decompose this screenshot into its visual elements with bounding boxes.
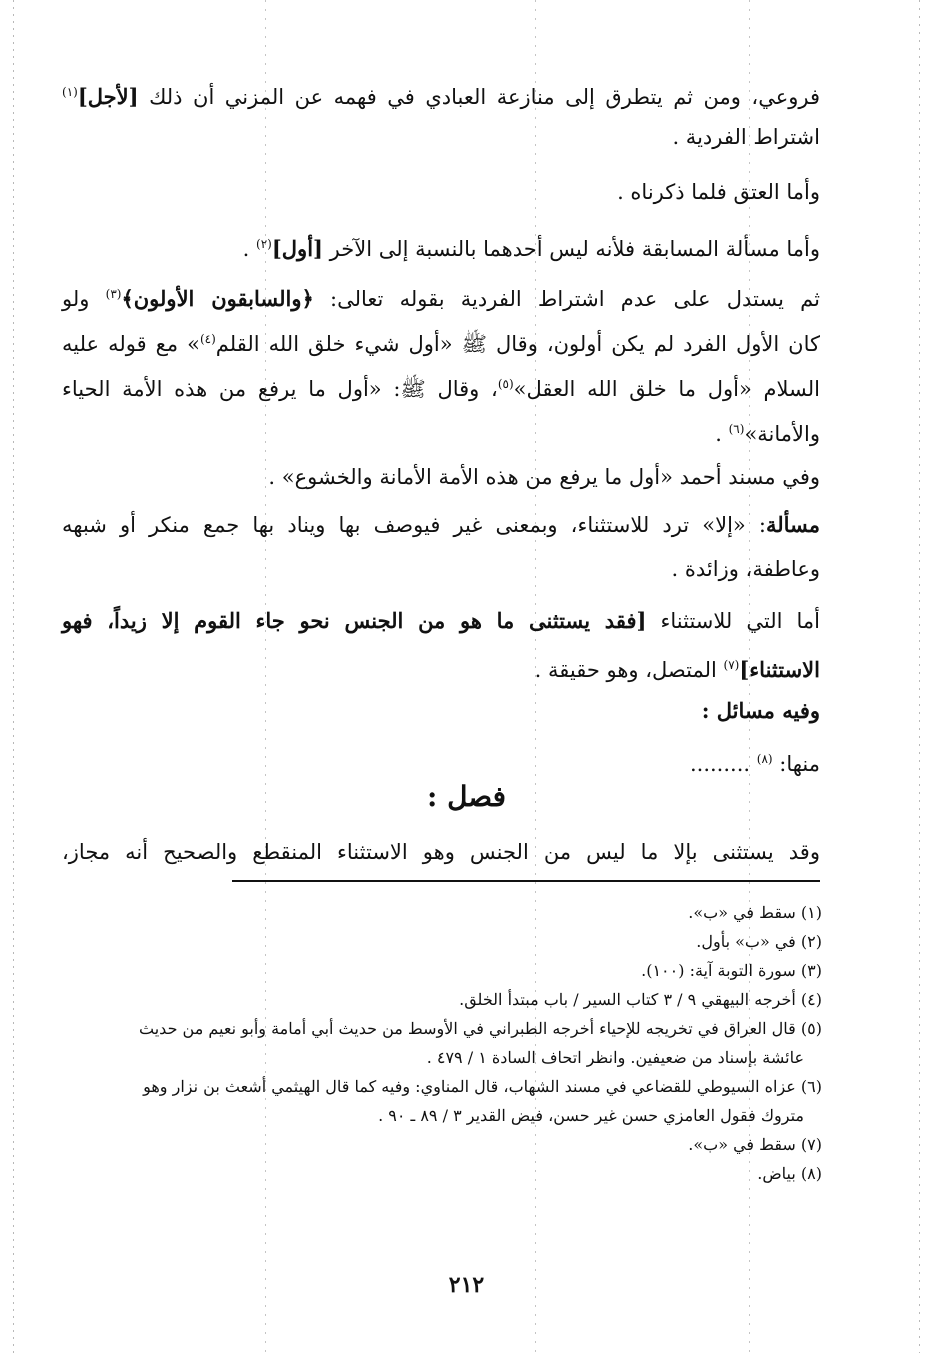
p6-line: مسألة: «إلا» ترد للاستثناء، وبمعنى غير فيوصف بها ويناد بها جمع منكر أو شبهه <box>62 512 820 537</box>
paragraph-8 <box>62 688 820 733</box>
bold-text: [أول] <box>271 236 323 261</box>
p4-line: كان الأول الفرد لم يكن أولون، وقال ﷺ «أول شيء خلق الله القلم$^{(٤)}$» مع قوله عليه <box>62 332 820 356</box>
bold-text: ﴿والسابقون الأولون﴾ <box>121 286 314 311</box>
footnote-line: (٣) سورة التوبة آية: (١٠٠). <box>641 961 822 980</box>
footnote-line: عائشة بإسناد من ضعيفين. وانظر اتحاف السادة ١ / ٤٧٩ . <box>426 1048 804 1067</box>
paragraph-5 <box>62 455 820 500</box>
bold-text: وفيه مسائل : <box>701 698 820 723</box>
footnote-marker: (٥) <box>497 377 514 391</box>
footnote-line: (٤) أخرجه البيهقي ٩ / ٣ كتاب السير / باب مبتدأ الخلق. <box>459 990 822 1009</box>
page-number: ٢١٢ <box>448 1272 485 1298</box>
footnote-divider <box>232 880 820 882</box>
bold-text: [لأجل] <box>77 84 139 109</box>
footnote-line: (١) سقط في «ب». <box>688 903 822 922</box>
footnote-line: متروك فقول العامزي حسن غير حسن، فيض القدير ٣ / ٨٩ ـ ٩٠ . <box>378 1106 804 1125</box>
p4-line: ثم يستدل على عدم اشتراط الفردية بقوله تعالى: ﴿والسابقون الأولون﴾$^{(٣)}$ ولو <box>62 286 820 311</box>
paragraph-2 <box>62 170 820 215</box>
footnote-marker: (١) <box>62 85 78 99</box>
paragraph-after-heading-line: وقد يستثنى بإلا ما ليس من الجنس وهو الاستثناء المنقطع والصحيح أنه مجاز، <box>62 840 820 864</box>
footnote-marker: (٨) <box>756 752 773 766</box>
footnote-marker: (٢) <box>256 237 272 251</box>
section-heading: فصل : <box>427 780 506 813</box>
footnote-line: (٦) عزاه السيوطي للقضاعي في مسند الشهاب، قال المناوي: وفيه كما قال الهيثمي أشعث بن نزار وهو <box>143 1077 822 1096</box>
paragraph-3 <box>62 222 820 267</box>
p5-line: وفي مسند أحمد «أول ما يرفع من هذه الأمة الأمانة والخشوع» . <box>268 465 820 489</box>
paragraph-after-heading <box>62 830 820 875</box>
bold-text: الاستثناء] <box>739 657 820 682</box>
footnote-marker: (٦) <box>728 422 745 436</box>
footnote-line: (٥) قال العراق في تخريجه للإحياء أخرجه الطبراني في الأوسط من حديث أبي أمامة وأبو نعيم من حديث <box>139 1019 822 1038</box>
p6-line: وعاطفة، وزائدة . <box>671 557 820 581</box>
footnote-line: (٧) سقط في «ب». <box>688 1135 822 1154</box>
footnotes <box>76 898 822 1188</box>
p4-line: السلام «أول ما خلق الله العقل»$^{(٥)}$، وقال ﷺ: «أول ما يرفع من هذه الأمة الحياء <box>62 377 821 401</box>
footnote-line: (٨) بياض. <box>757 1164 822 1183</box>
paragraph-7 <box>62 598 820 688</box>
p3-line: وأما مسألة المسابقة فلأنه ليس أحدهما بالنسبة إلى الآخر [أول]$^{(٢)}$ . <box>242 236 820 261</box>
paragraph-6 <box>62 502 820 592</box>
p7-line: الاستثناء]$^{(٧)}$ المتصل، وهو حقيقة . <box>534 657 820 682</box>
p1-line: فروعي، ومن ثم يتطرق إلى منازعة العبادي في فهمه عن المزني أن ذلك [لأجل]$^{(١)}$ <box>62 84 820 109</box>
bold-text: مسألة <box>765 512 820 537</box>
footnote-marker: (٧) <box>723 658 740 672</box>
paragraph-9 <box>62 737 820 782</box>
p8-line <box>62 688 820 733</box>
p9-line: منها: $^{(٨)}$ ......... <box>689 752 820 776</box>
paragraph-4 <box>62 272 820 452</box>
p4-line: والأمانة»$^{(٦)}$ . <box>715 422 820 446</box>
footnote-line: (٢) في «ب» بأول. <box>696 932 822 951</box>
footnote-marker: (٤) <box>199 332 216 346</box>
paragraph-1 <box>62 70 820 160</box>
p7-line: أما التي للاستثناء [فقد يستثنى ما هو من الجنس نحو جاء القوم إلا زيداً، فهو <box>62 608 821 633</box>
p2-line: وأما العتق فلما ذكرناه . <box>617 180 820 204</box>
p1-line: اشتراط الفردية . <box>672 125 820 149</box>
bold-text: [فقد يستثنى ما هو من الجنس نحو جاء القوم إلا زيداً، فهو <box>62 608 647 633</box>
footnote-marker: (٣) <box>105 287 122 301</box>
